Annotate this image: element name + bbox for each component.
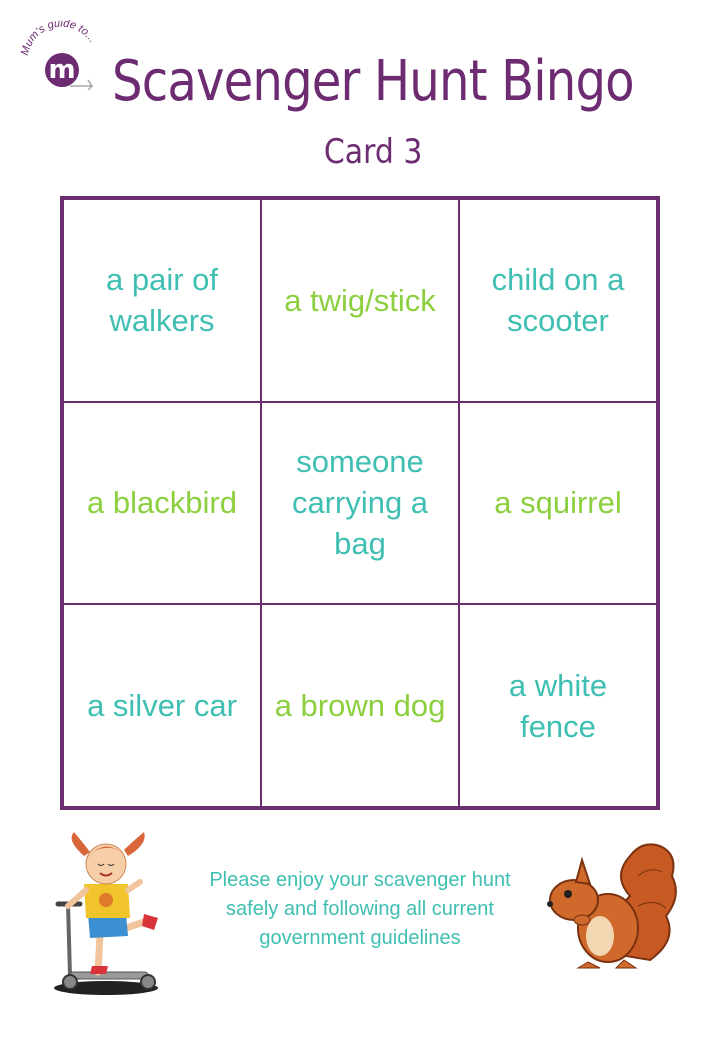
bingo-cell-label: a white fence — [508, 667, 608, 744]
safety-note: Please enjoy your scavenger hunt safely and following all current government guidelines — [209, 869, 511, 949]
bingo-cell[interactable] — [63, 199, 261, 402]
bingo-cell-label: child on a scooter — [491, 262, 625, 339]
bingo-cell-label: a brown dog — [274, 688, 446, 724]
bingo-cell[interactable] — [459, 199, 657, 402]
page-title: Scavenger Hunt Bingo — [112, 49, 634, 114]
bingo-cell[interactable] — [261, 604, 459, 807]
bingo-cell-label: someone carrying a bag — [291, 444, 429, 562]
bingo-cell-label: a blackbird — [87, 485, 237, 521]
bingo-cell[interactable] — [63, 402, 261, 605]
bingo-cell[interactable] — [459, 604, 657, 807]
bingo-cell[interactable] — [261, 199, 459, 402]
logo-tagline: Mum's guide to... — [19, 20, 99, 57]
bingo-cell-label: a squirrel — [494, 485, 622, 521]
scooter-girl-icon — [44, 826, 184, 1000]
squirrel-icon — [538, 836, 684, 976]
logo-letter: m — [48, 55, 76, 85]
girl-on-scooter-illustration — [44, 826, 184, 1000]
bingo-cell[interactable] — [459, 402, 657, 605]
bingo-grid — [60, 196, 660, 810]
bingo-cell-label: a silver car — [87, 688, 237, 724]
bingo-cell[interactable] — [261, 402, 459, 605]
bingo-cell-label: a twig/stick — [284, 282, 436, 318]
squirrel-illustration — [538, 836, 684, 976]
bingo-cell-label: a pair of walkers — [105, 262, 218, 339]
bingo-cell[interactable] — [63, 604, 261, 807]
card-number: Card 3 — [323, 132, 423, 172]
